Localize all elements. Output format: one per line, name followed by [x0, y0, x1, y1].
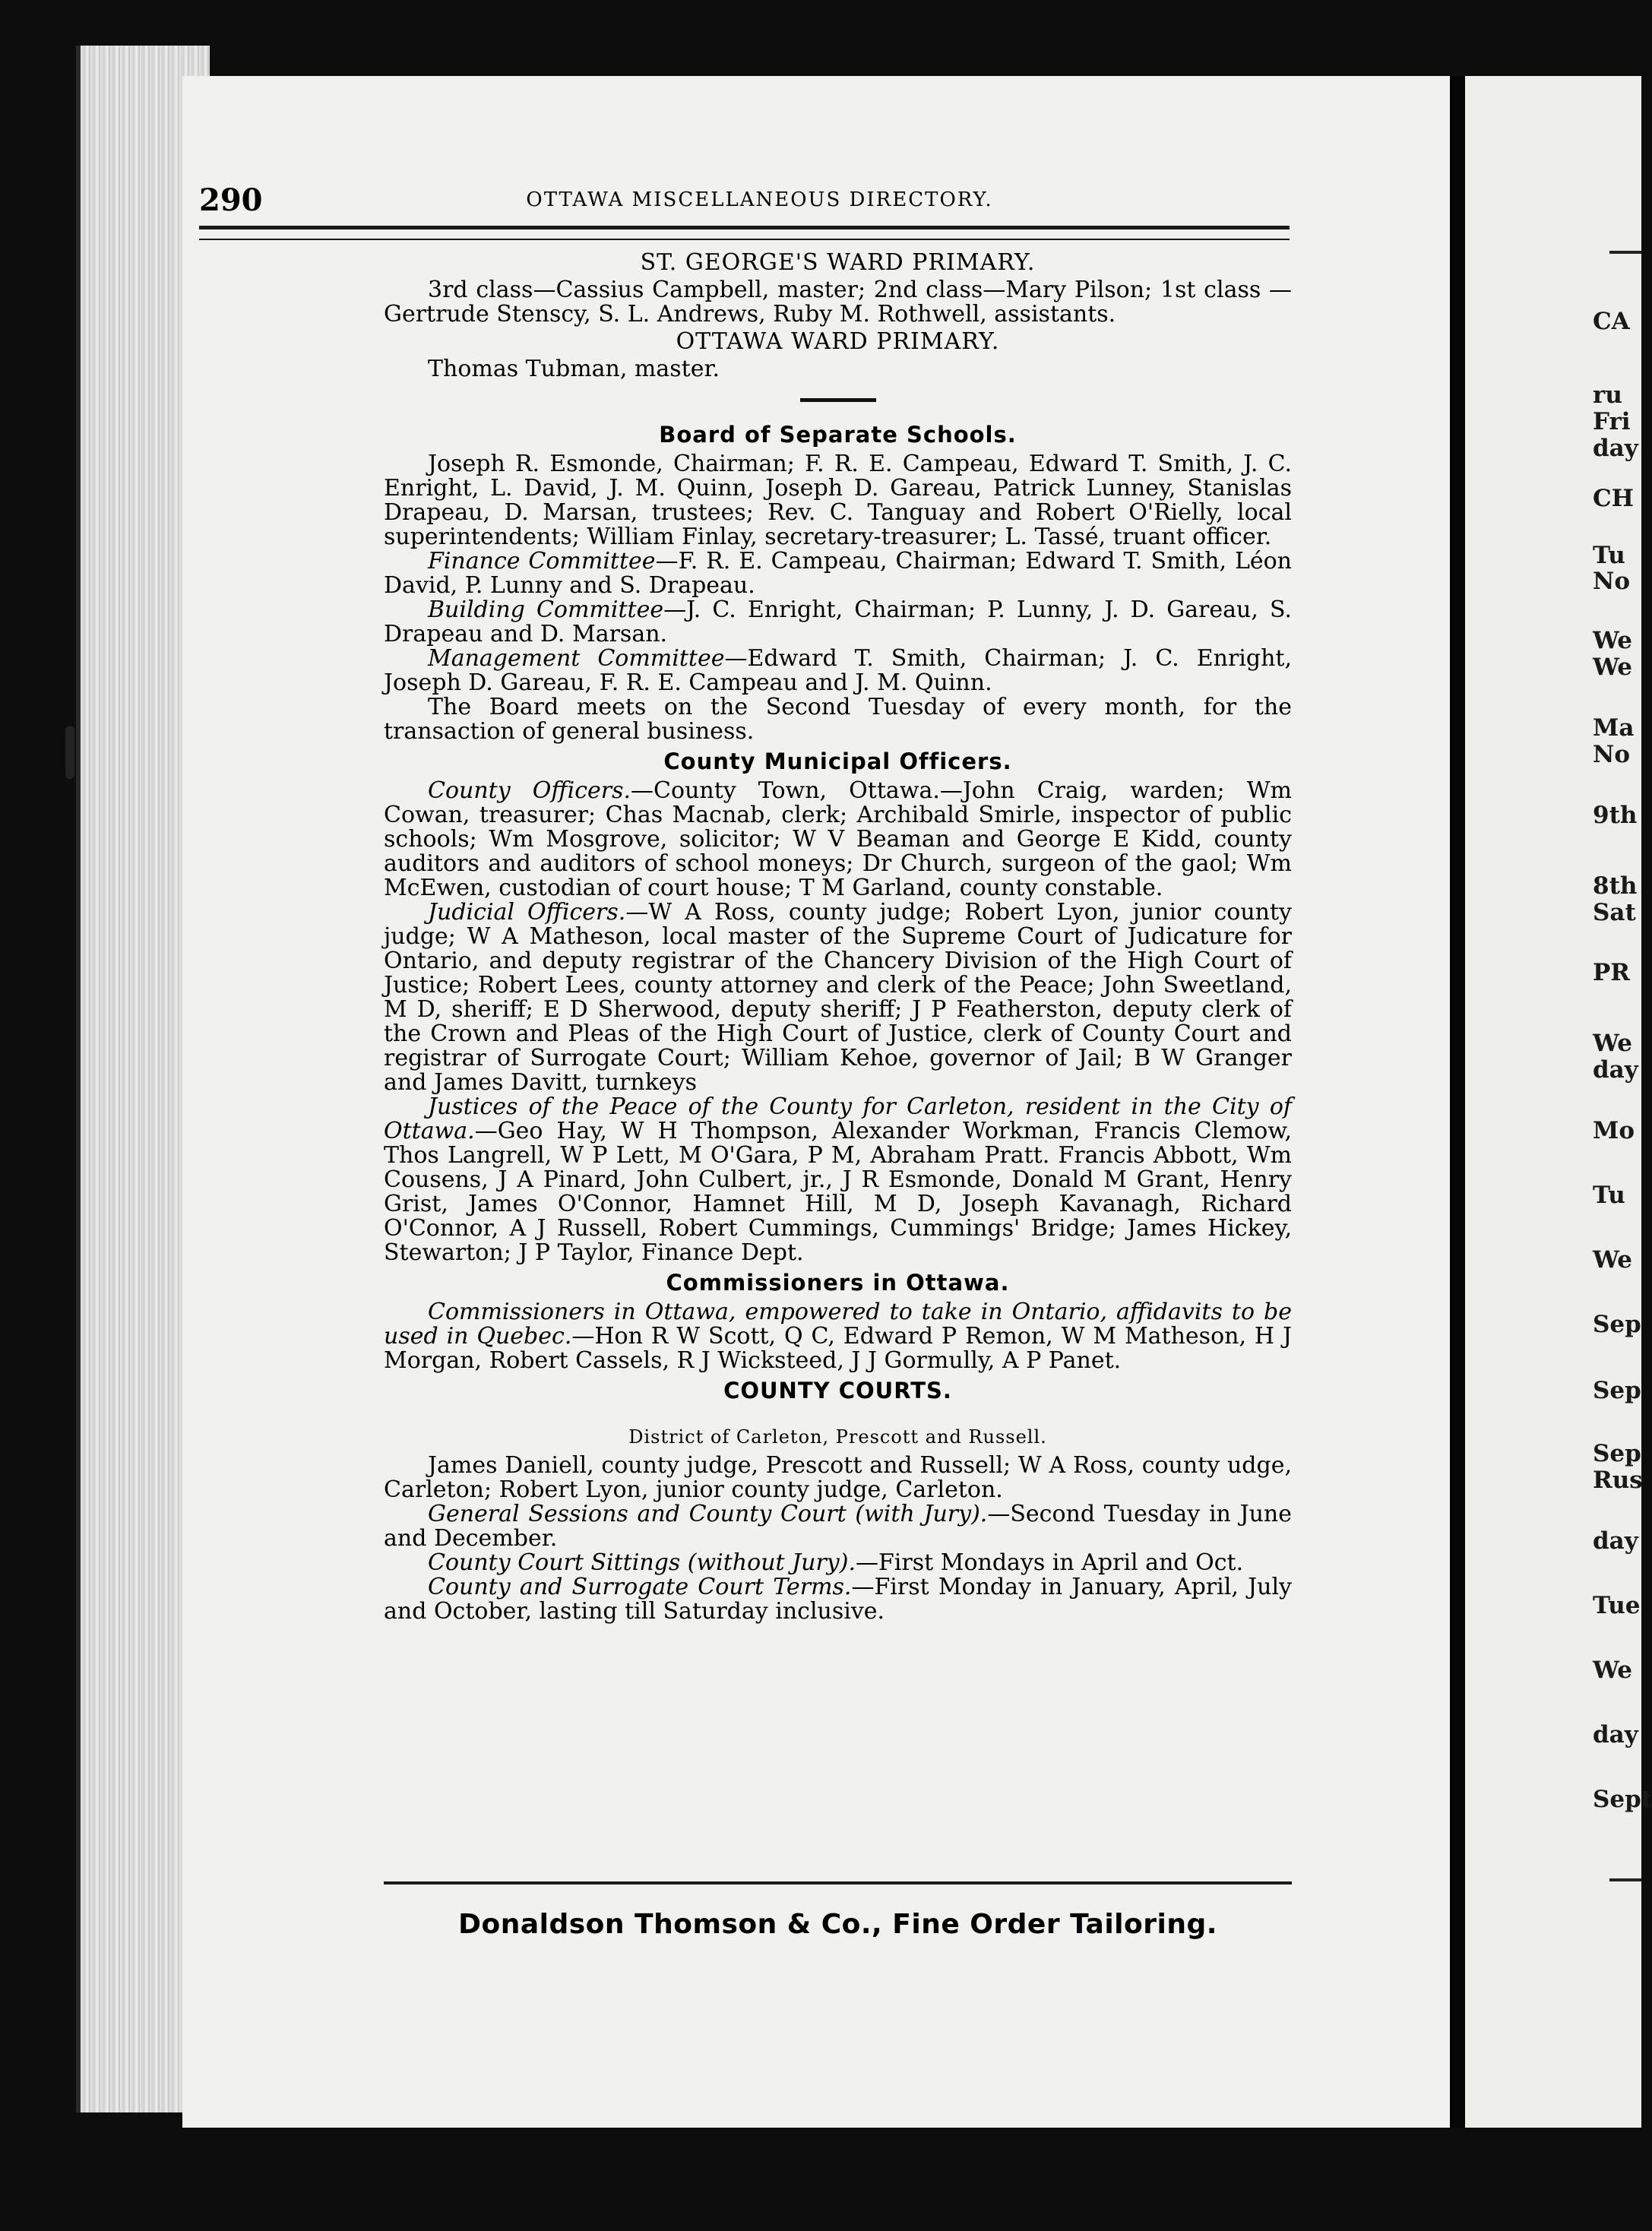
header-rule — [199, 226, 1290, 240]
facing-page-fragment: PR — [1593, 959, 1631, 986]
court-terms-label: County and Surrogate Court Terms. — [428, 1574, 852, 1600]
facing-page-fragment: CH — [1593, 485, 1634, 512]
finance-committee — [384, 549, 1292, 598]
facing-page-rule — [1609, 1878, 1641, 1881]
facing-page-fragment: 9th — [1593, 802, 1638, 829]
county-officers-label: County Officers. — [428, 777, 631, 804]
commissioners-text: —Hon R W Scott, Q C, Edward P Remon, W M Matheson, H J Morgan, Robert Cassels, R J Wicksteed, J J Gormully, A P Panet. — [384, 1323, 1292, 1374]
facing-page-fragment: day — [1593, 1721, 1638, 1748]
facing-page-fragment: Ma — [1593, 714, 1635, 742]
facing-page-fragment: ru — [1593, 381, 1622, 409]
facing-page-fragment: day — [1593, 435, 1638, 462]
justices-of-peace — [384, 1095, 1292, 1265]
management-committee-text: —Edward T. Smith, Chairman; J. C. Enright, Joseph D. Gareau, F. R. E. Campeau and J. M. Quinn. — [384, 645, 1293, 696]
facing-page-fragment: CA — [1593, 308, 1630, 335]
section-title-county-courts: COUNTY COURTS. — [723, 1378, 952, 1403]
facing-page-fragment: 8th — [1593, 872, 1638, 900]
section-rule — [800, 398, 876, 402]
separate-schools-board: Joseph R. Esmonde, Chairman; F. R. E. Campeau, Edward T. Smith, J. C. Enright, L. David, J. M. Quinn, Joseph D. Gareau, Patrick Lunney, Stanislas Drapeau, D. Marsan, trustees; Rev. C. Tanguay and Robert O'Rielly, local superintendents; William Finlay, secretary-treasurer; L. Tassé, truant officer. — [384, 451, 1292, 550]
board-meeting-note: The Board meets on the Second Tuesday of every month, for the transaction of general business. — [384, 694, 1292, 745]
facing-page-fragment: day — [1593, 1527, 1638, 1555]
running-title: OTTAWA MISCELLANEOUS DIRECTORY. — [526, 188, 993, 211]
finance-committee-label: Finance Committee — [428, 548, 656, 574]
facing-page-rule — [1609, 251, 1641, 254]
building-committee-label: Building Committee — [428, 597, 664, 623]
page-gutter — [1450, 76, 1465, 2128]
facing-page-fragment: Sep — [1593, 1377, 1641, 1404]
page-number: 290 — [199, 182, 263, 218]
facing-page-fragment: Tu — [1593, 1182, 1625, 1209]
commissioners — [384, 1300, 1292, 1373]
general-sessions-text: —Second Tuesday in June and December. — [384, 1501, 1292, 1552]
ottawa-ward-staff: Thomas Tubman, master. — [428, 356, 720, 382]
county-officers — [384, 779, 1292, 900]
facing-page — [1465, 76, 1652, 2128]
section-title-ottawa-ward: OTTAWA WARD PRIMARY. — [676, 328, 1000, 355]
judicial-officers-text: —W A Ross, county judge; Robert Lyon, junior county judge; W A Matheson, local master of the Supreme Court of Judicature for Ontario, and deputy registrar of the Chancery Division of the High Court of Justice; Robert Lees, county attorney and clerk of the Peace; John Sweetland, M D, sheriff; E D Sherwood, deputy sheriff; J P Featherston, deputy clerk of the Crown and Pleas of the High Court of Justice, clerk of County Court and registrar of Surrogate Court; William Kehoe, governor of Jail; B W Granger and James Davitt, turnkeys — [384, 899, 1292, 1096]
facing-page-fragment: Fri — [1593, 408, 1631, 435]
facing-page-fragment: We — [1593, 1030, 1633, 1057]
facing-page-fragment: We — [1593, 653, 1633, 681]
justices-text: —Geo Hay, W H Thompson, Alexander Workman, Francis Clemow, Thos Langrell, W P Lett, M O'Gara, P M, Abraham Pratt. Francis Abbott, Wm Cousens, J A Pinard, John Culbert, jr., J R Esmonde, Donald M Grant, Henry Grist, James O'Connor, Hamnet Hill, M D, Joseph Kavanagh, Richard O'Connor, A J Russell, Robert Cummings, Cummings' Bridge; James Hickey, Stewarton; J P Taylor, Finance Dept. — [384, 1118, 1292, 1266]
facing-page-fragment: Tu — [1593, 542, 1625, 569]
footer-rule — [384, 1881, 1292, 1884]
county-officers-text: —County Town, Ottawa.—John Craig, warden; Wm Cowan, treasurer; Chas Macnab, clerk; Archibald Smirle, inspector of public schools; Wm Mosgrove, solicitor; W V Beaman and George E Kidd, county auditors and auditors of school moneys; Dr Church, surgeon of the gaol; Wm McEwen, custodian of court house; T M Garland, county constable. — [384, 777, 1292, 901]
finance-committee-text: —F. R. E. Campeau, Chairman; Edward T. Smith, Léon David, P. Lunny and S. Drapeau. — [384, 548, 1293, 599]
general-sessions-label: General Sessions and County Court (with Jury). — [428, 1501, 988, 1527]
facing-page-fragment: We — [1593, 1246, 1633, 1274]
section-title-st-george: ST. GEORGE'S WARD PRIMARY. — [640, 249, 1036, 276]
court-sittings — [384, 1551, 1292, 1575]
facing-page-fragment: Sept — [1593, 1786, 1652, 1813]
facing-page-fragment: We — [1593, 1657, 1633, 1684]
facing-page-fragment: No — [1593, 568, 1631, 595]
judicial-officers-label: Judicial Officers. — [428, 899, 626, 926]
judicial-officers — [384, 900, 1292, 1095]
court-sittings-label: County Court Sittings (without Jury). — [428, 1549, 856, 1576]
page-body — [384, 248, 1292, 1624]
facing-page-fragment: Mo — [1593, 1117, 1635, 1144]
section-title-county-officers: County Municipal Officers. — [663, 748, 1012, 774]
section-title-separate-schools: Board of Separate Schools. — [659, 422, 1017, 448]
management-committee — [384, 647, 1292, 695]
building-committee-text: —J. C. Enright, Chairman; P. Lunny, J. D. Gareau, S. Drapeau and D. Marsan. — [384, 597, 1292, 647]
district-heading: District of Carleton, Prescott and Russell. — [628, 1426, 1047, 1448]
facing-page-fragment: day — [1593, 1056, 1638, 1084]
county-judges: James Daniell, county judge, Prescott and Russell; W A Ross, county udge, Carleton; Robert Lyon, junior county judge, Carleton. — [384, 1452, 1292, 1503]
st-george-staff: 3rd class—Cassius Campbell, master; 2nd class—Mary Pilson; 1st class —Gertrude Stenscy, S. L. Andrews, Ruby M. Rothwell, assistants. — [384, 277, 1292, 328]
building-committee — [384, 598, 1292, 647]
page-header — [199, 182, 1290, 220]
court-sittings-text: —First Mondays in April and Oct. — [855, 1549, 1244, 1576]
section-title-commissioners: Commissioners in Ottawa. — [666, 1270, 1010, 1296]
facing-page-fragment: We — [1593, 627, 1633, 654]
facing-page-fragment: Sep — [1593, 1440, 1641, 1467]
general-sessions — [384, 1502, 1292, 1551]
justices-label: Justices of the Peace of the County for Carleton, resident in the City of Ottawa. — [384, 1093, 1292, 1144]
facing-page-fragment: Sep — [1593, 1311, 1641, 1338]
commissioners-label: Commissioners in Ottawa, empowered to take in Ontario, affidavits to be used in Quebec. — [384, 1299, 1292, 1350]
facing-page-fragment: Rus — [1593, 1467, 1643, 1494]
binding-mark — [65, 726, 74, 779]
management-committee-label: Management Committee — [428, 645, 725, 672]
facing-page-fragment: Tue — [1593, 1592, 1641, 1619]
spacer — [384, 1408, 1292, 1420]
facing-page-fragment: No — [1593, 741, 1631, 768]
facing-page-fragment: Sat — [1593, 899, 1636, 926]
footer-advertisement: Donaldson Thomson & Co., Fine Order Tailoring. — [458, 1909, 1217, 1940]
court-terms — [384, 1575, 1292, 1624]
court-terms-text: —First Monday in January, April, July and October, lasting till Saturday inclusive. — [384, 1574, 1292, 1625]
